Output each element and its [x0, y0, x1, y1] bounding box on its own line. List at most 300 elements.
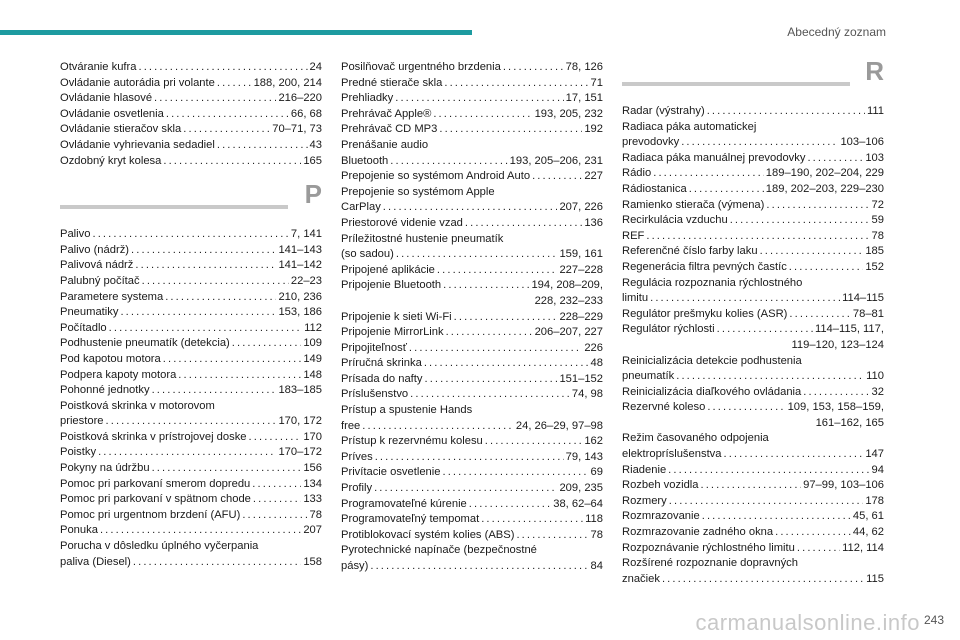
dot-leader: [396, 247, 558, 263]
index-entry-row: [341, 76, 603, 92]
index-entry-title: Počítadlo: [60, 321, 107, 334]
index-entry-row: [60, 243, 322, 259]
index-column-3: [622, 56, 884, 587]
index-entry-title: Parametere systema: [60, 290, 164, 303]
header-accent-bar: [0, 30, 472, 35]
index-entry-row: [341, 247, 603, 263]
index-entry: [622, 525, 884, 541]
index-entry: [341, 450, 603, 466]
index-entry: [622, 494, 884, 510]
index-entry-row: [622, 182, 884, 198]
index-entry-row: [341, 169, 603, 185]
index-entry-title: Reinicializácia diaľkového ovládania: [622, 385, 802, 398]
index-entry-title: Príslušenstvo: [341, 388, 409, 401]
index-entry-title: Poistková skrinka v prístrojovej doske: [60, 430, 247, 443]
index-entry-title: REF: [622, 229, 645, 242]
dot-leader: [424, 356, 589, 372]
dot-leader: [446, 325, 533, 341]
index-entry-pages: 170, 172: [278, 415, 322, 428]
index-entry: [622, 244, 884, 260]
index-entry: [60, 107, 322, 123]
section-divider-bar: [622, 82, 850, 86]
index-entry-row: [60, 107, 322, 123]
dot-leader: [370, 559, 588, 575]
dot-leader: [395, 91, 563, 107]
index-entry-title-line: Prenášanie audio: [341, 138, 429, 151]
index-entry-pages: 185: [865, 245, 884, 258]
index-entry-pages: 70–71, 73: [272, 123, 322, 136]
index-entry: [622, 307, 884, 323]
dot-leader: [775, 525, 851, 541]
index-entry-title: Poistky: [60, 446, 97, 459]
index-entry-pages: 165: [303, 154, 322, 167]
index-entry-pages: 209, 235: [559, 482, 603, 495]
index-entry-pages: 69: [590, 466, 603, 479]
index-entry: [341, 372, 603, 388]
index-entry: [341, 465, 603, 481]
index-entry-pages: 78: [309, 508, 322, 521]
index-entry-row: [341, 310, 603, 326]
index-entry-title: Príves: [341, 450, 373, 463]
index-entry-pages: 115: [866, 572, 884, 585]
index-entry: [341, 387, 603, 403]
index-entry-pages: 94: [871, 463, 884, 476]
index-entry: [622, 120, 884, 151]
index-entry-pages: 158: [303, 555, 322, 568]
index-entry-pages: 151–152: [559, 372, 603, 385]
index-entry: [622, 463, 884, 479]
watermark: carmanualsonline.info: [695, 610, 920, 635]
index-entry-pages: 227–228: [559, 263, 603, 276]
index-entry-title: Rozpoznávanie rýchlostného limitu: [622, 541, 795, 554]
index-entry-row: [341, 325, 603, 341]
dot-leader: [165, 290, 276, 306]
index-entry: [622, 385, 884, 401]
index-entry: [60, 399, 322, 430]
dot-leader: [797, 541, 840, 557]
index-entry-title: Prepojenie so systémom Android Auto: [341, 170, 531, 183]
index-entry-row: [60, 477, 322, 493]
index-entry-row: [341, 387, 603, 403]
index-entry-pages: 44, 62: [852, 526, 884, 539]
index-entry-title: Riadenie: [622, 463, 667, 476]
dot-leader: [465, 216, 582, 232]
index-entry: [60, 305, 322, 321]
dot-leader: [242, 508, 307, 524]
index-entry-row: [622, 198, 884, 214]
index-entry-title: Prehliadky: [341, 92, 394, 105]
index-entry-pages: 103: [865, 151, 884, 164]
index-entry-row: [622, 447, 884, 463]
section-divider-bar: [60, 205, 288, 209]
index-entry-pages: 141–143: [278, 243, 322, 256]
index-entry-pages: 170–172: [278, 446, 322, 459]
dot-leader: [138, 60, 307, 76]
index-entry: [341, 543, 603, 574]
index-entry-row: [341, 434, 603, 450]
index-entry-row: [60, 227, 322, 243]
index-entry-row: [622, 260, 884, 276]
index-entry: [60, 227, 322, 243]
index-entry-row: [622, 229, 884, 245]
index-entry-row: [60, 461, 322, 477]
index-entry: [60, 523, 322, 539]
index-entry-pages: 134: [303, 477, 322, 490]
index-entry-pages: 66, 68: [290, 107, 322, 120]
index-entry-pages: 111: [866, 105, 884, 117]
index-entry-title: Pripojené aplikácie: [341, 263, 435, 276]
index-entry-title: Ovládanie autorádia pri volante: [60, 76, 215, 89]
dot-leader: [662, 572, 864, 588]
index-entry-pages: 216–220: [278, 92, 322, 105]
index-entry: [341, 341, 603, 357]
index-entry-pages: 74, 98: [571, 388, 603, 401]
index-entry: [60, 122, 322, 138]
dot-leader: [789, 260, 864, 276]
index-entry-title: Referenčné číslo farby laku: [622, 245, 758, 258]
index-entry-title: Regulátor rýchlosti: [622, 323, 715, 336]
index-entry-title: paliva (Diesel): [60, 555, 131, 568]
dot-leader: [676, 369, 864, 385]
index-entry-pages: 178: [865, 494, 884, 507]
dot-leader: [433, 107, 532, 123]
index-entry-row: [60, 414, 322, 430]
index-entry-title: Prehrávač CD MP3: [341, 123, 438, 136]
index-entry-title: Pripojenie Bluetooth: [341, 279, 442, 292]
dot-leader: [485, 434, 583, 450]
dot-leader: [503, 60, 564, 76]
index-entry-title: Palivová nádrž: [60, 259, 134, 272]
index-entry-title: pneumatík: [622, 370, 675, 383]
index-entry-row: [622, 385, 884, 401]
index-entry-title-line: Pyrotechnické napínače (bezpečnostné: [341, 544, 537, 557]
index-entry-pages: 192: [584, 123, 603, 136]
index-entry-pages: 17, 151: [565, 92, 603, 105]
index-entry-pages: 59: [871, 214, 884, 227]
index-entry-pages: 226: [584, 341, 603, 354]
index-entry-pages: 48: [590, 357, 603, 370]
index-entry-pages: 210, 236: [278, 290, 322, 303]
index-entry-pages: 149: [303, 352, 322, 365]
index-entry-title: free: [341, 419, 361, 432]
index-entry-row: [60, 368, 322, 384]
index-entry: [60, 461, 322, 477]
index-entry-title: Programovateľný tempomat: [341, 513, 480, 526]
index-entry-pages: 7, 141: [290, 228, 322, 241]
dot-leader: [183, 122, 270, 138]
index-entry-title: Pohonné jednotky: [60, 384, 150, 397]
index-entry-pages: 109, 153, 158–159,: [787, 401, 884, 414]
index-entry-pages: 32: [871, 385, 884, 398]
index-entry-title: Pokyny na údržbu: [60, 462, 150, 475]
index-entry-row: [60, 91, 322, 107]
dot-leader: [166, 107, 289, 123]
index-entry-row: [341, 341, 603, 357]
index-entry-title: Pneumatiky: [60, 306, 119, 319]
index-entry-title: Pod kapotou motora: [60, 352, 161, 365]
index-entry-row: [60, 336, 322, 352]
index-entry-pages: 78–81: [852, 307, 884, 320]
index-entry: [622, 229, 884, 245]
dot-leader: [646, 229, 869, 245]
dot-leader: [424, 372, 557, 388]
index-entry-row: [622, 135, 884, 151]
index-entry-row: [341, 107, 603, 123]
dot-leader: [730, 213, 870, 229]
index-entry-pages: 78: [871, 229, 884, 242]
dot-leader: [707, 400, 785, 416]
index-entry: [60, 290, 322, 306]
index-entry: [60, 60, 322, 76]
index-entry-pages: 193, 205, 232: [534, 107, 603, 120]
index-entry-title: Profily: [341, 482, 373, 495]
index-entry-pages: 24, 26–29, 97–98: [515, 419, 603, 432]
dot-leader: [689, 182, 764, 198]
index-entry-title-line: Regulácia rozpoznania rýchlostného: [622, 276, 803, 289]
index-entry-title: Prístup k rezervnému kolesu: [341, 435, 483, 448]
index-entry: [622, 198, 884, 214]
dot-leader: [217, 138, 308, 154]
index-entry-title: Rezervné koleso: [622, 401, 706, 414]
index-column-2: [341, 60, 603, 575]
dot-leader: [152, 461, 302, 477]
index-entry-row: [622, 104, 884, 120]
dot-leader: [390, 154, 507, 170]
index-entry: [622, 556, 884, 587]
index-entry-title: Radar (výstrahy): [622, 105, 705, 117]
index-entry: [60, 477, 322, 493]
index-entry-pages: 152: [865, 260, 884, 273]
dot-leader: [232, 336, 302, 352]
index-entry-title: Pripojenie MirrorLink: [341, 326, 444, 339]
section-header: [622, 56, 884, 104]
index-entry-row: [60, 122, 322, 138]
index-entry: [622, 213, 884, 229]
index-entry: [60, 76, 322, 92]
index-entry-pages: 156: [303, 462, 322, 475]
index-entry-pages: 147: [865, 448, 884, 461]
index-entry-row: [60, 305, 322, 321]
index-entry-row: [622, 463, 884, 479]
index-entry-row: [622, 369, 884, 385]
dot-leader: [409, 341, 582, 357]
index-entry-title: Pomoc pri parkovaní smerom dopredu: [60, 477, 251, 490]
index-entry: [60, 352, 322, 368]
dot-leader: [443, 278, 529, 294]
index-entry: [341, 497, 603, 513]
index-entry-row: [60, 60, 322, 76]
dot-leader: [807, 151, 863, 167]
index-entry-title: prevodovky: [622, 136, 680, 149]
index-entry: [60, 445, 322, 461]
dot-leader: [383, 200, 558, 216]
index-entry-title: Rádiostanica: [622, 182, 687, 195]
dot-leader: [701, 478, 802, 494]
index-entry-title-line: Príležitostné hustenie pneumatík: [341, 232, 504, 245]
index-entry-row: [60, 352, 322, 368]
index-entry-pages: 133: [303, 493, 322, 506]
index-entry-row: [341, 481, 603, 497]
index-entry-pages: 112: [304, 321, 322, 334]
index-entry-title: Palivo: [60, 228, 91, 241]
index-entry-title: Privítacie osvetlenie: [341, 466, 441, 479]
index-entry-title-line: Porucha v dôsledku úplného vyčerpania: [60, 540, 259, 553]
index-entry-pages: 78: [590, 528, 603, 541]
index-entry-title: Protiblokovací systém kolies (ABS): [341, 528, 515, 541]
dot-leader: [410, 387, 570, 403]
index-entry: [341, 60, 603, 76]
index-entry-title: Bluetooth: [341, 154, 389, 167]
index-entry: [60, 508, 322, 524]
index-entry-row: [60, 492, 322, 508]
index-entry-pages: 22–23: [290, 274, 322, 287]
dot-leader: [669, 494, 864, 510]
index-entry: [341, 232, 603, 263]
index-entry-pages: 189–190, 202–204, 229: [765, 167, 884, 180]
index-entry-title: Palubný počítač: [60, 274, 140, 287]
index-entry: [341, 185, 603, 216]
dot-leader: [163, 352, 302, 368]
index-entry: [341, 356, 603, 372]
index-entry-title: Rozmrazovanie zadného okna: [622, 526, 774, 539]
index-entry: [622, 431, 884, 462]
dot-leader: [760, 244, 864, 260]
index-entry-pages: 78, 126: [565, 61, 603, 73]
index-entry-pages: 109: [303, 337, 322, 350]
index-entry: [341, 91, 603, 107]
dot-leader: [481, 512, 583, 528]
index-entry-pages: 97–99, 103–106: [803, 479, 884, 492]
index-entry: [622, 478, 884, 494]
index-entry-pages: 153, 186: [278, 306, 322, 319]
index-entry-row: [60, 258, 322, 274]
dot-leader: [444, 76, 588, 92]
dot-leader: [152, 383, 277, 399]
index-entry-title: Ponuka: [60, 524, 98, 537]
index-entry: [622, 166, 884, 182]
index-entry-pages: 227: [584, 170, 603, 183]
index-entry-row: [60, 430, 322, 446]
index-entry-title-line: Poistková skrinka v motorovom: [60, 399, 215, 412]
index-entry-pages: 207: [303, 524, 322, 537]
index-entry-row: [622, 541, 884, 557]
index-entry: [60, 274, 322, 290]
index-entry-row: [60, 555, 322, 571]
index-entry-title: Ovládanie stieračov skla: [60, 123, 182, 136]
index-entry-title: Pomoc pri urgentnom brzdení (AFU): [60, 508, 241, 521]
dot-leader: [681, 135, 838, 151]
index-entry-title: Prísada do nafty: [341, 372, 423, 385]
index-entry-row: [341, 450, 603, 466]
index-entry-title: Podhustenie pneumatík (detekcia): [60, 337, 230, 350]
index-entry-title: Regulátor prešmyku kolies (ASR): [622, 307, 788, 320]
dot-leader: [154, 91, 276, 107]
dot-leader: [437, 263, 558, 279]
index-entry: [60, 258, 322, 274]
index-entry-row: [341, 122, 603, 138]
index-entry-title: Rozbeh vozidla: [622, 479, 699, 492]
index-entry-pages: 162: [584, 435, 603, 448]
dot-leader: [789, 307, 850, 323]
index-entry: [622, 104, 884, 120]
index-entry-title: Predné stierače skla: [341, 76, 443, 89]
dot-leader: [178, 368, 301, 384]
index-entry-row: [341, 154, 603, 170]
index-entry: [622, 276, 884, 307]
index-entry-row: [60, 290, 322, 306]
index-entry: [341, 263, 603, 279]
index-entry-row: [60, 321, 322, 337]
index-entry-row: [341, 419, 603, 435]
index-entry-row: [341, 216, 603, 232]
dot-leader: [362, 419, 514, 435]
section-letter: R: [865, 56, 884, 86]
index-entry-row: [341, 559, 603, 575]
index-entry-title: Posilňovač urgentného brzdenia: [341, 61, 501, 73]
index-entry-pages: 170: [303, 430, 322, 443]
index-entry-title: Programovateľné kúrenie: [341, 497, 467, 510]
dot-leader: [120, 305, 276, 321]
index-entry-row: [60, 445, 322, 461]
dot-leader: [724, 447, 864, 463]
index-entry-row: [622, 291, 884, 307]
index-entry-row: [622, 509, 884, 525]
index-entry-pages: 183–185: [278, 384, 322, 397]
index-entry-pages: 114–115, 117,: [814, 323, 884, 336]
index-entry: [622, 354, 884, 385]
index-entry: [60, 430, 322, 446]
index-entry-row: [622, 572, 884, 588]
index-entry-pages: 112, 114: [842, 541, 884, 554]
dot-leader: [469, 497, 551, 513]
index-column-1: [60, 60, 322, 570]
index-entry: [341, 512, 603, 528]
index-entry-title: Rozmrazovanie: [622, 510, 700, 523]
index-entry: [622, 509, 884, 525]
index-entry-title-line: Prepojenie so systémom Apple: [341, 185, 495, 198]
header-title: Abecedný zoznam: [787, 25, 886, 39]
index-entry-title: Palivo (nádrž): [60, 243, 130, 256]
dot-leader: [249, 430, 302, 446]
index-entry: [622, 541, 884, 557]
index-entry-pages: 84: [590, 560, 603, 572]
dot-leader: [92, 227, 288, 243]
dot-leader: [374, 481, 557, 497]
index-entry-title-line: Reinicializácia detekcie podhustenia: [622, 354, 802, 367]
dot-leader: [106, 414, 277, 430]
dot-leader: [131, 243, 276, 259]
dot-leader: [163, 154, 301, 170]
index-entry-row: [341, 91, 603, 107]
section-spacer: [60, 169, 322, 183]
index-entry-pages: 43: [309, 138, 322, 151]
index-entry-row: [341, 512, 603, 528]
index-entry: [341, 434, 603, 450]
dot-leader: [217, 76, 252, 92]
index-entry: [341, 403, 603, 434]
index-entry-pages: 72: [871, 198, 884, 211]
index-entry-pages: 189, 202–203, 229–230: [765, 182, 884, 195]
index-entry: [341, 138, 603, 169]
index-entry-title: pásy): [341, 560, 369, 572]
dot-leader: [253, 492, 301, 508]
index-entry-title-line: Radiaca páka automatickej: [622, 120, 757, 133]
dot-leader: [668, 463, 869, 479]
index-entry-title: (so sadou): [341, 248, 394, 261]
index-entry: [341, 325, 603, 341]
index-entry-title: Ramienko stierača (výmena): [622, 198, 765, 211]
dot-leader: [707, 104, 865, 120]
